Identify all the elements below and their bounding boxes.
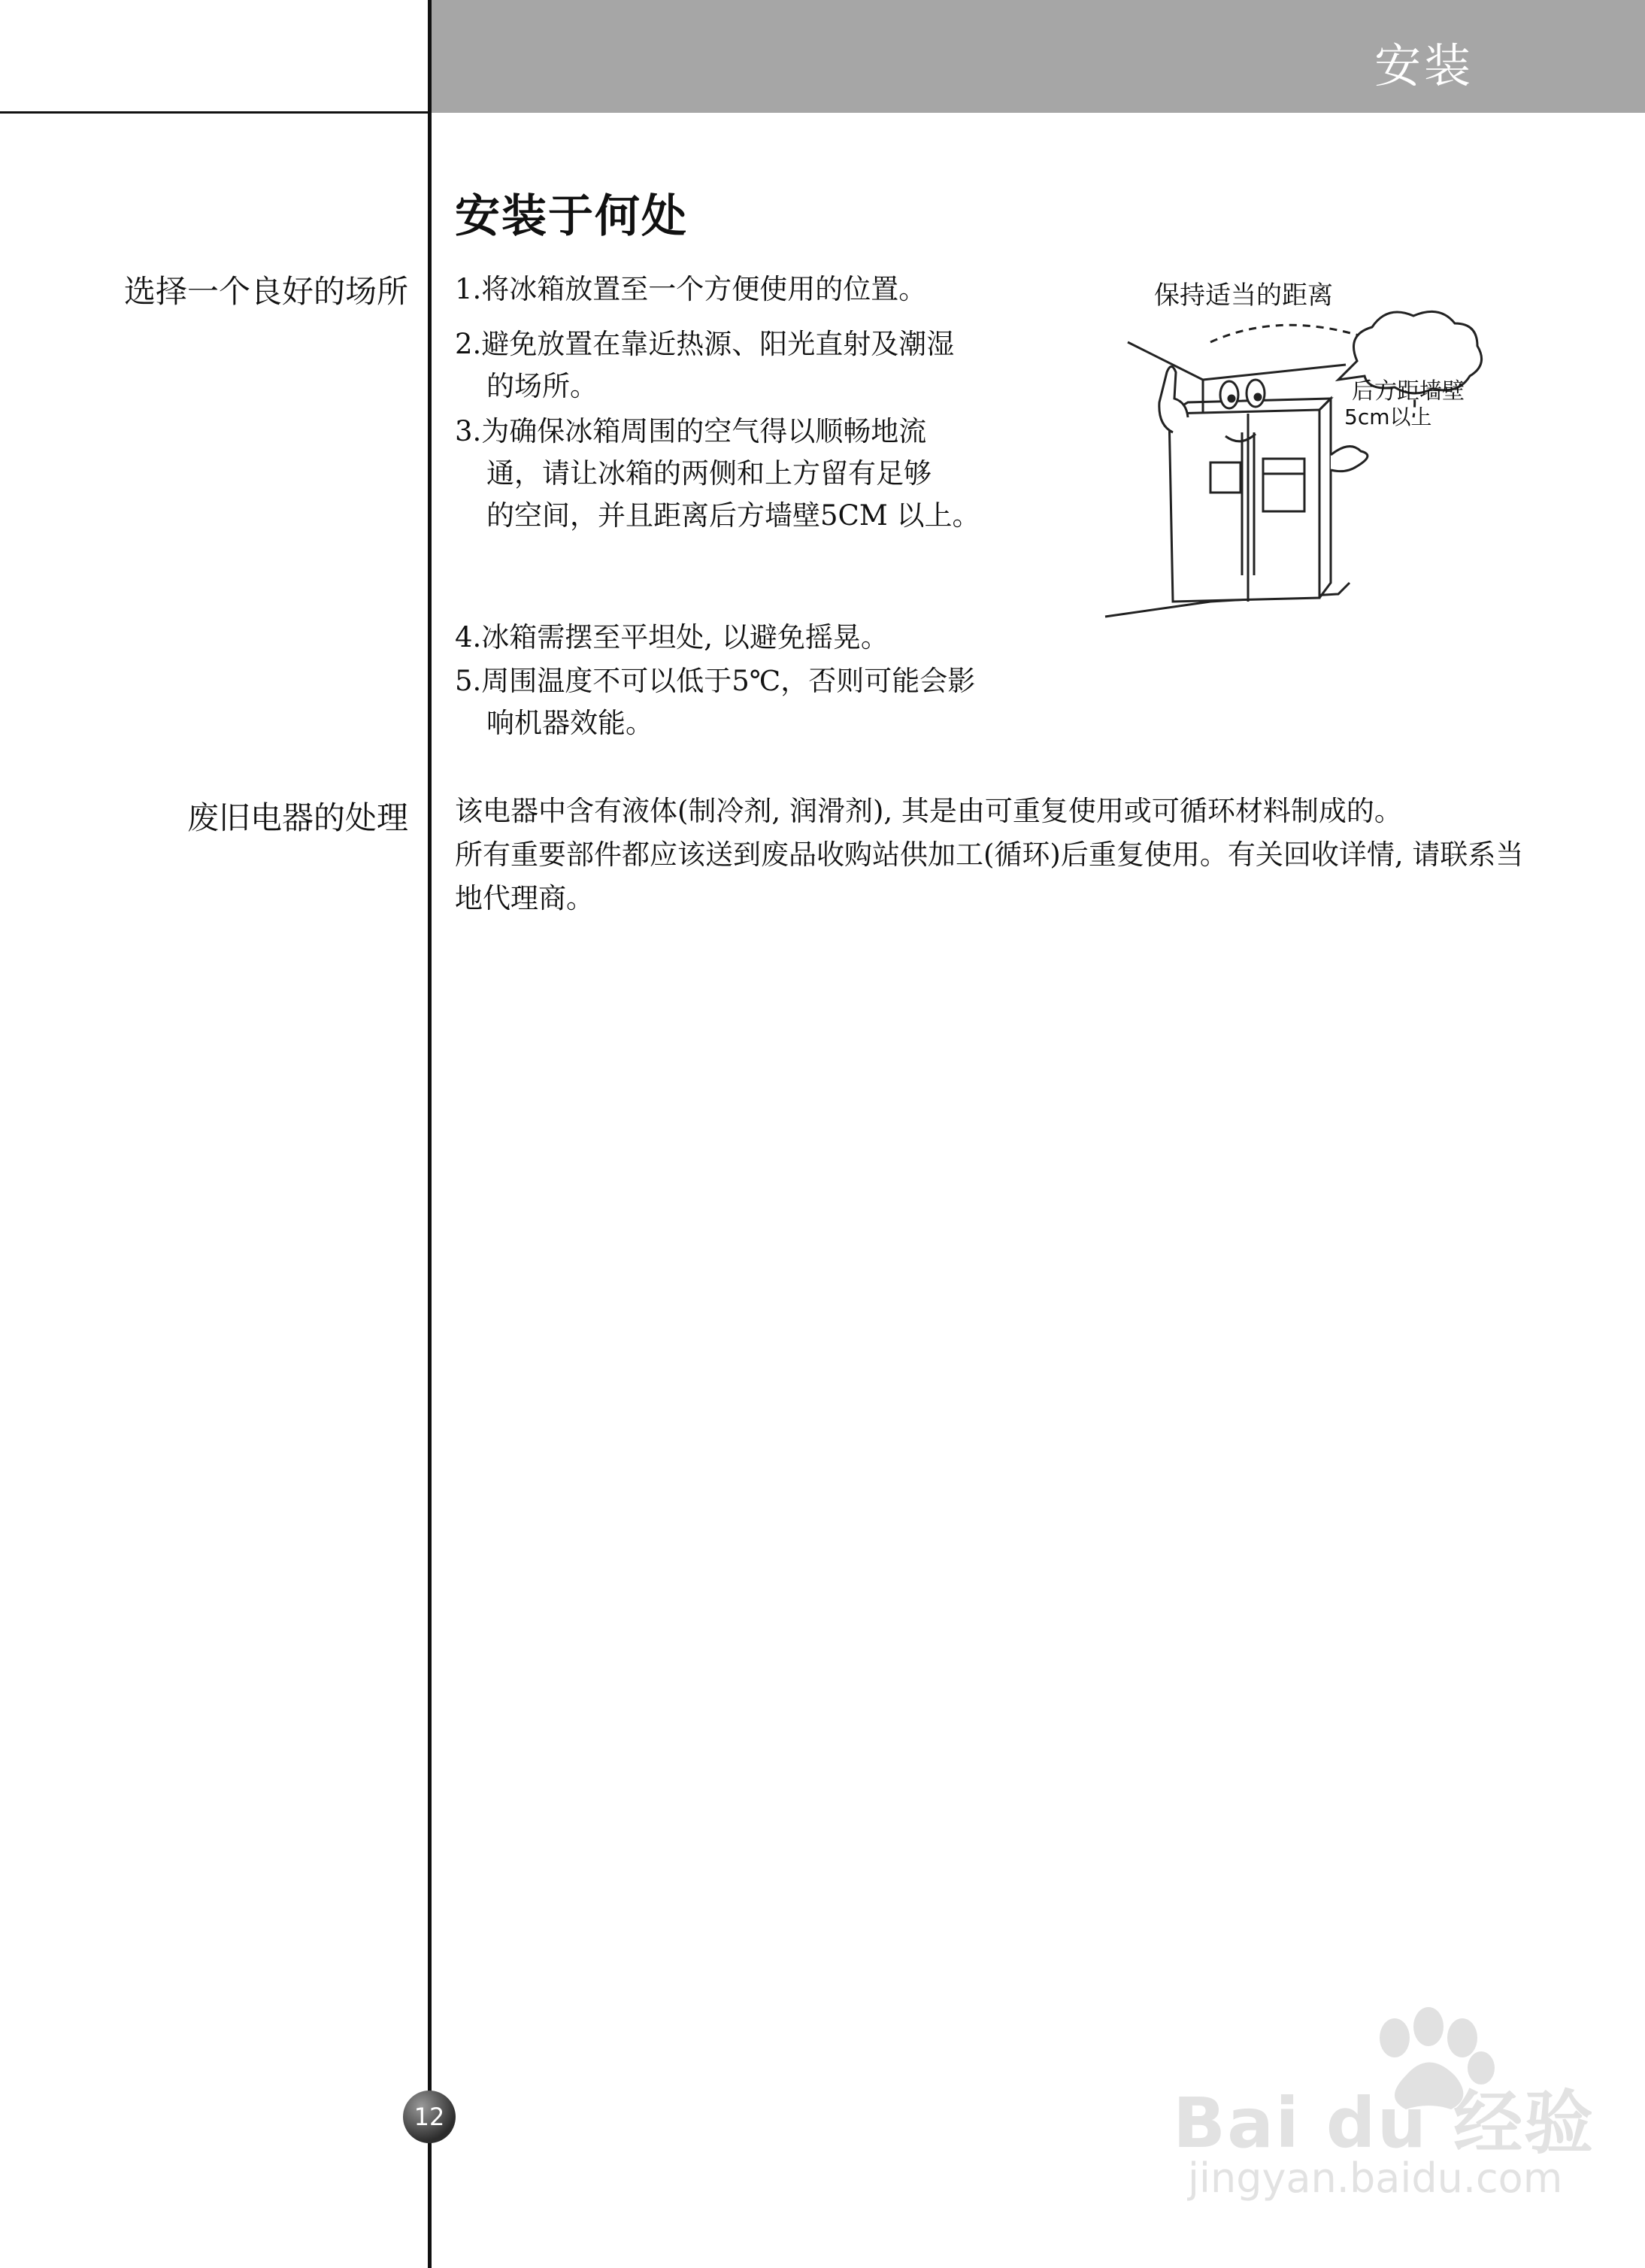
location-item-2 (455, 323, 954, 408)
location-item-1 (455, 268, 926, 311)
disposal-line: 该电器中含有液体(制冷剂, 润滑剂), 其是由可重复使用或可循环材料制成的。 (455, 795, 1402, 827)
watermark-url: jingyan.baidu.com (1188, 2154, 1563, 2202)
disposal-line: 地代理商。 (455, 882, 594, 914)
header-bar (430, 0, 1645, 113)
header-title: 安装 (1374, 38, 1474, 93)
illustration-caption: 保持适当的距离 (1154, 280, 1333, 311)
item-line: 2.避免放置在靠近热源、阳光直射及潮湿 (455, 328, 955, 360)
header-rule (0, 111, 432, 114)
fridge-illustration (1098, 259, 1504, 620)
fridge-drawing (1098, 259, 1504, 620)
item-line: 响机器效能。 (486, 707, 653, 739)
bubble-text-line2: 5cm以上 (1344, 405, 1432, 429)
bubble-text-line1: 后方距墙壁 (1352, 378, 1465, 405)
disposal-paragraph (455, 790, 1598, 920)
side-label-disposal: 废旧电器的处理 (186, 799, 408, 836)
baidu-watermark (1165, 1985, 1616, 2211)
item-line: 的场所。 (486, 370, 598, 402)
side-label-location: 选择一个良好的场所 (123, 273, 408, 310)
location-item-3 (455, 411, 980, 537)
item-line: 的空间，并且距离后方墙壁5CM 以上。 (486, 499, 980, 532)
section-title: 安装于何处 (455, 190, 688, 243)
disposal-line: 所有重要部件都应该送到废品收购站供加工(循环)后重复使用。有关回收详情, 请联系当 (455, 838, 1524, 871)
location-item-4 (455, 617, 889, 659)
page-number: 12 (403, 2091, 456, 2143)
item-line: 通，请让冰箱的两侧和上方留有足够 (486, 457, 932, 490)
item-line: 5.周围温度不可以低于5℃，否则可能会影 (455, 665, 976, 697)
vertical-divider (428, 0, 432, 2268)
watermark-brand: Bai du 经验 (1173, 2083, 1595, 2163)
location-item-5 (455, 660, 975, 744)
item-line: 1.将冰箱放置至一个方便使用的位置。 (455, 273, 927, 305)
item-line: 4.冰箱需摆至平坦处, 以避免摇晃。 (455, 621, 889, 653)
item-line: 3.为确保冰箱周围的空气得以顺畅地流 (455, 415, 927, 447)
